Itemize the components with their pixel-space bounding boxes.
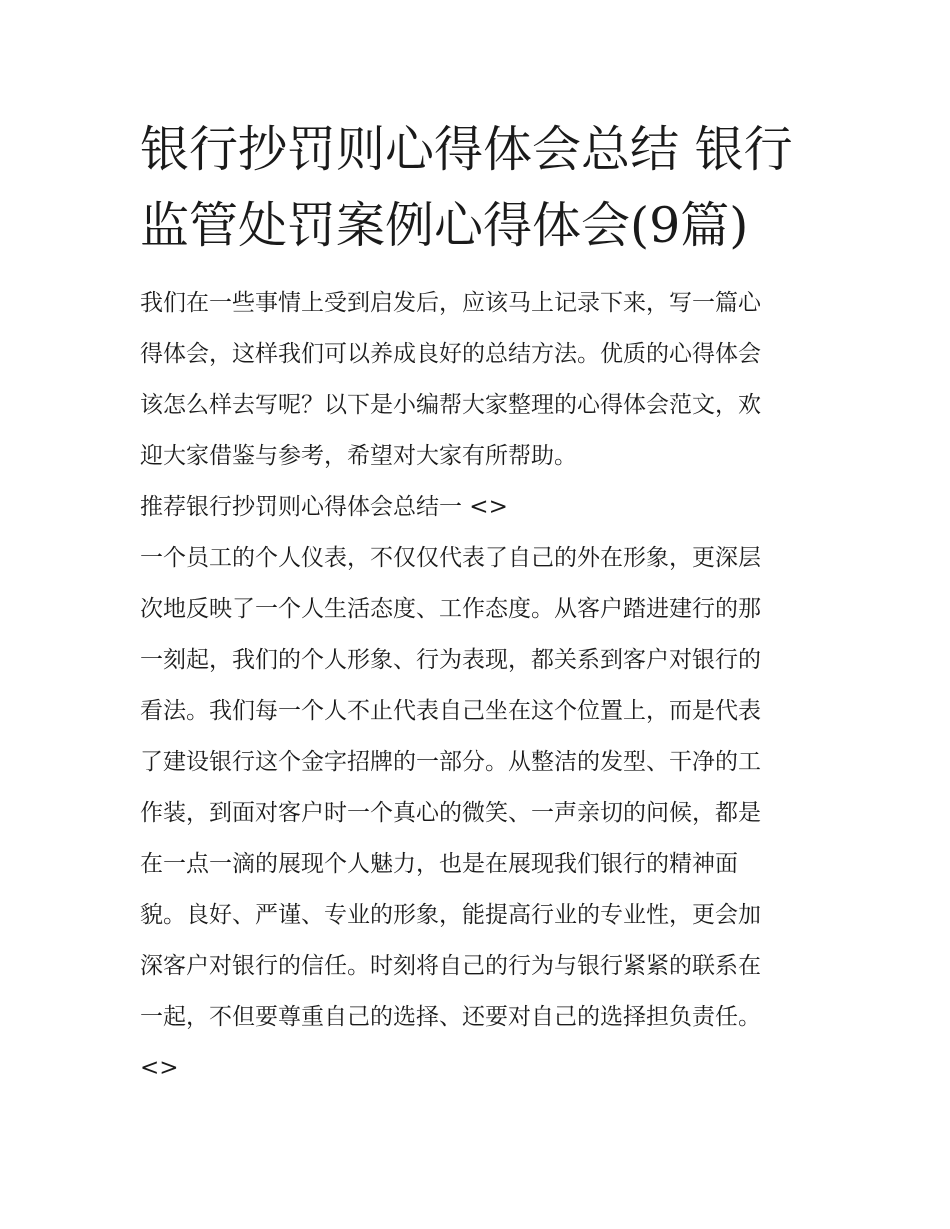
intro-line: 迎大家借鉴与参考，希望对大家有所帮助。 [140, 443, 577, 469]
body-line: 一刻起，我们的个人形象、行为表现，都关系到客户对银行的 [140, 647, 761, 673]
intro-line: 得体会，这样我们可以养成良好的总结方法。优质的心得体会 [140, 341, 761, 367]
body-line: <> [140, 1055, 179, 1081]
body-line: 在一点一滴的展现个人魅力，也是在展现我们银行的精神面 [140, 851, 738, 877]
document-page [140, 112, 815, 1094]
document-title-line-1: 银行抄罚则心得体会总结 银行 [140, 121, 793, 178]
body-line: 看法。我们每一个人不止代表自己坐在这个位置上，而是代表 [140, 698, 761, 724]
body-line: 一个员工的个人仪表，不仅仅代表了自己的外在形象，更深层 [140, 545, 761, 571]
intro-line: 该怎么样去写呢？以下是小编帮大家整理的心得体会范文，欢 [140, 392, 761, 418]
document-title-line-2: 监管处罚案例心得体会(9篇) [140, 197, 749, 254]
body-paragraph [140, 533, 815, 1094]
intro-line: 我们在一些事情上受到启发后，应该马上记录下来，写一篇心 [140, 290, 761, 316]
intro-paragraph [140, 278, 815, 482]
section-heading: 推荐银行抄罚则心得体会总结一 <> [140, 494, 508, 520]
body-line: 了建设银行这个金字招牌的一部分。从整洁的发型、干净的工 [140, 749, 761, 775]
body-line: 貌。良好、严谨、专业的形象，能提高行业的专业性，更会加 [140, 902, 761, 928]
body-line: 一起，不但要尊重自己的选择、还要对自己的选择担负责任。 [140, 1004, 761, 1030]
body-line: 次地反映了一个人生活态度、工作态度。从客户踏进建行的那 [140, 596, 761, 622]
body-line: 作装，到面对客户时一个真心的微笑、一声亲切的问候，都是 [140, 800, 761, 826]
body-line: 深客户对银行的信任。时刻将自己的行为与银行紧紧的联系在 [140, 953, 761, 979]
